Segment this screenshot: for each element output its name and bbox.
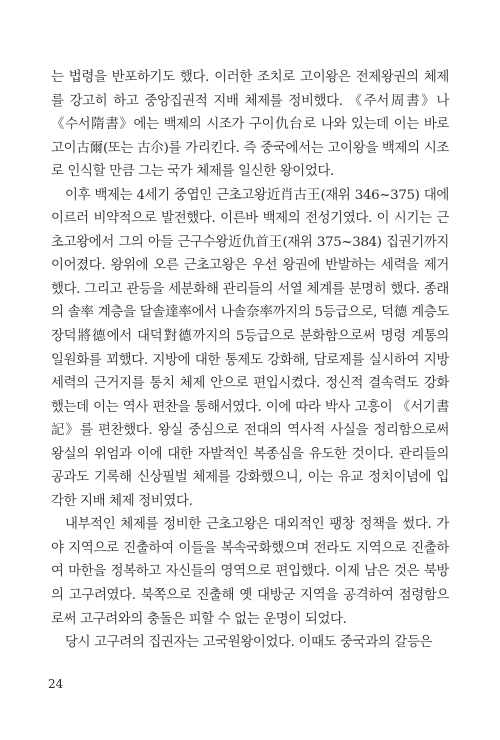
- paragraph-4: 당시 고구려의 집권자는 고국원왕이었다. 이때도 중국과의 갈등은: [65, 635, 433, 651]
- paragraph-1: 는 법령을 반포하기도 했다. 이러한 조치로 고이왕은 전제왕권의 체제를 강고히 하고 중앙집권적 지배 체제를 정비했다. 《주서周書》나 《수서隋書》에는 백제의 시조가 구이仇台로 나와 있는데 이는 바로 고이古爾(또는 古尒)를 가리킨다. 즉 중국에서는 고이왕을 백제의 시조로 인식할 만큼 그는 국가 체제를 일신한 왕이었다.: [51, 70, 449, 180]
- body-text: [51, 66, 449, 655]
- page-number: 24: [48, 677, 64, 691]
- paragraph-2: 이후 백제는 4세기 중엽인 근초고왕近肖古王(재위 346~375) 대에 이르러 비약적으로 발전했다. 이른바 백제의 전성기였다. 이 시기는 근초고왕에서 그의 아들 근구수왕近仇首王(재위 375~384) 집권기까지 이어졌다. 왕위에 오른 근초고왕은 우선 왕권에 반발하는 세력을 제거했다. 그리고 관등을 세분화해 관리들의 서열 체계를 분명히 했다. 종래의 솔率 계층을 달솔達率에서 나솔奈率까지의 5등급으로, 덕德 계층도 장덕將德에서 대덕對德까지의 5등급으로 분화함으로써 명령 계통의 일원화를 꾀했다. 지방에 대한 통제도 강화해, 담로제를 실시하여 지방 세력의 근거지를 통치 체제 안으로 편입시켰다. 정신적 결속력도 강화했는데 이는 역사 편찬을 통해서였다. 이에 따라 박사 고흥이 《서기書記》를 편찬했다. 왕실 중심으로 전대의 역사적 사실을 정리함으로써 왕실의 위엄과 이에 대한 자발적인 복종심을 유도한 것이다. 관리들의 공과도 기록해 신상필벌 체제를 강화했으니, 이는 유교 정치이념에 입각한 지배 체제 정비였다.: [51, 187, 449, 509]
- paragraph-3: 내부적인 체제를 정비한 근초고왕은 대외적인 팽창 정책을 썼다. 가야 지역으로 진출하여 이들을 복속국화했으며 전라도 지역으로 진출하여 마한을 정복하고 자신들의 영역으로 편입했다. 이제 남은 것은 북방의 고구려였다. 북쪽으로 진출해 옛 대방군 지역을 공격하여 점령함으로써 고구려와의 충돌은 피할 수 없는 운명이 되었다.: [51, 517, 449, 627]
